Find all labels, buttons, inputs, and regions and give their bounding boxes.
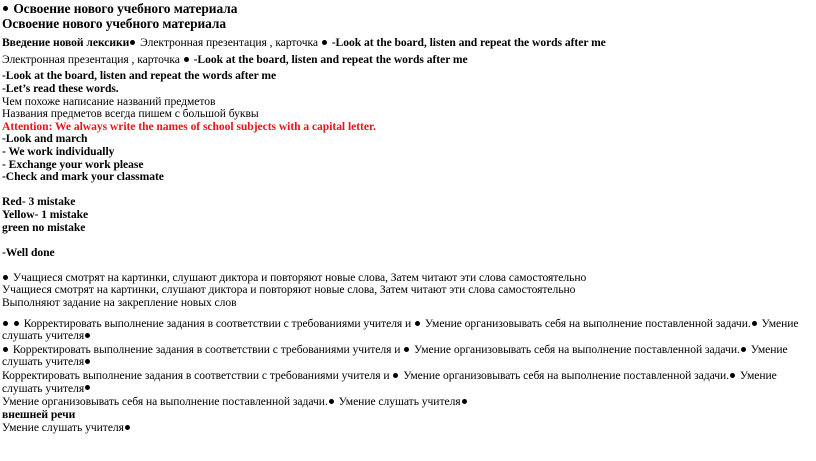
- bullet-icon: [85, 385, 90, 390]
- heading-line-2: Освоение нового учебного материала: [2, 15, 227, 31]
- instruction-item: - We work individually: [2, 144, 115, 158]
- instruction-text: -Look at the board, listen and repeat the words after me: [190, 52, 468, 66]
- bullet-icon: [404, 347, 409, 352]
- skills-paragraph-b: Корректировать выполнение задания в соответствии с требованиями учителя и Умение организовывать себя на выполнение поставленной задачи. Умение слушать учителя: [2, 342, 788, 369]
- bullet-icon: [184, 57, 189, 62]
- bullet-icon: [3, 347, 8, 352]
- bullet-icon: [730, 373, 735, 378]
- bullet-icon: [462, 399, 467, 404]
- bullet-icon: [125, 425, 130, 430]
- instruction-item: -Check and mark your classmate: [2, 170, 164, 184]
- students-line-3: Выполняют задание на закрепление новых слов: [2, 296, 237, 310]
- rule-line: Названия предметов всегда пишем с большой буквы: [2, 107, 259, 121]
- bullet-icon: [14, 321, 19, 326]
- well-done-line: -Well done: [2, 245, 55, 259]
- bullet-icon: [741, 347, 746, 352]
- skills-paragraph-c: Корректировать выполнение задания в соответствии с требованиями учителя и Умение организовывать себя на выполнение поставленной задачи. Умение слушать учителя: [2, 369, 777, 395]
- instruction-text: -Look at the board, listen and repeat the words after me: [328, 36, 606, 50]
- bullet-icon: [130, 40, 135, 45]
- students-line-2: Учащиеся смотрят на картинки, слушают диктора и повторяют новые слова, Затем читают эти слова самостоятельно: [2, 283, 576, 297]
- bullet-icon: [3, 321, 8, 326]
- bullet-icon: [415, 321, 420, 326]
- mark-item: Yellow- 1 mistake: [2, 207, 89, 221]
- mark-item: green no mistake: [2, 220, 86, 234]
- instruction-item: - Exchange your work please: [2, 157, 144, 171]
- heading-text: Освоение нового учебного материала: [13, 1, 238, 16]
- last-line: Умение слушать учителя: [2, 422, 816, 435]
- bullet-icon: [85, 359, 90, 364]
- question-line: Чем похоже написание названий предметов: [2, 94, 216, 108]
- presentation-text: Электронная презентация , карточка: [2, 52, 183, 66]
- attention-line: Attention: We always write the names of school subjects with a capital letter.: [2, 119, 376, 133]
- bullet-icon: [322, 40, 327, 45]
- bullet-icon: [329, 399, 334, 404]
- read-line: -Let’s read these words.: [2, 81, 119, 95]
- heading-line-1: [2, 2, 816, 17]
- students-text: Учащиеся смотрят на картинки, слушают диктора и повторяют новые слова, Затем читают эти слова самостоятельно: [10, 270, 587, 284]
- bullet-icon: [3, 275, 8, 280]
- look-line: -Look at the board, listen and repeat the words after me: [2, 69, 277, 83]
- lexicon-line: [2, 37, 816, 50]
- presentation-line: [2, 54, 816, 67]
- bullet-icon: [85, 333, 90, 338]
- skills-paragraph-a: Корректировать выполнение задания в соответствии с требованиями учителя и Умение организовывать себя на выполнение поставленной задачи. Умение слушать учителя: [2, 316, 799, 343]
- bullet-icon: [752, 321, 757, 326]
- mark-item: Red- 3 mistake: [2, 195, 76, 209]
- presentation-text: Электронная презентация , карточка: [137, 36, 321, 50]
- bullet-icon: [3, 6, 8, 11]
- skills-line-d: Умение организовывать себя на выполнение поставленной задачи. Умение слушать учителя: [2, 396, 816, 409]
- lexicon-label: Введение новой лексики: [2, 36, 130, 50]
- outer-speech-line: внешней речи: [2, 407, 76, 421]
- bullet-icon: [393, 373, 398, 378]
- instruction-item: -Look and march: [2, 132, 88, 146]
